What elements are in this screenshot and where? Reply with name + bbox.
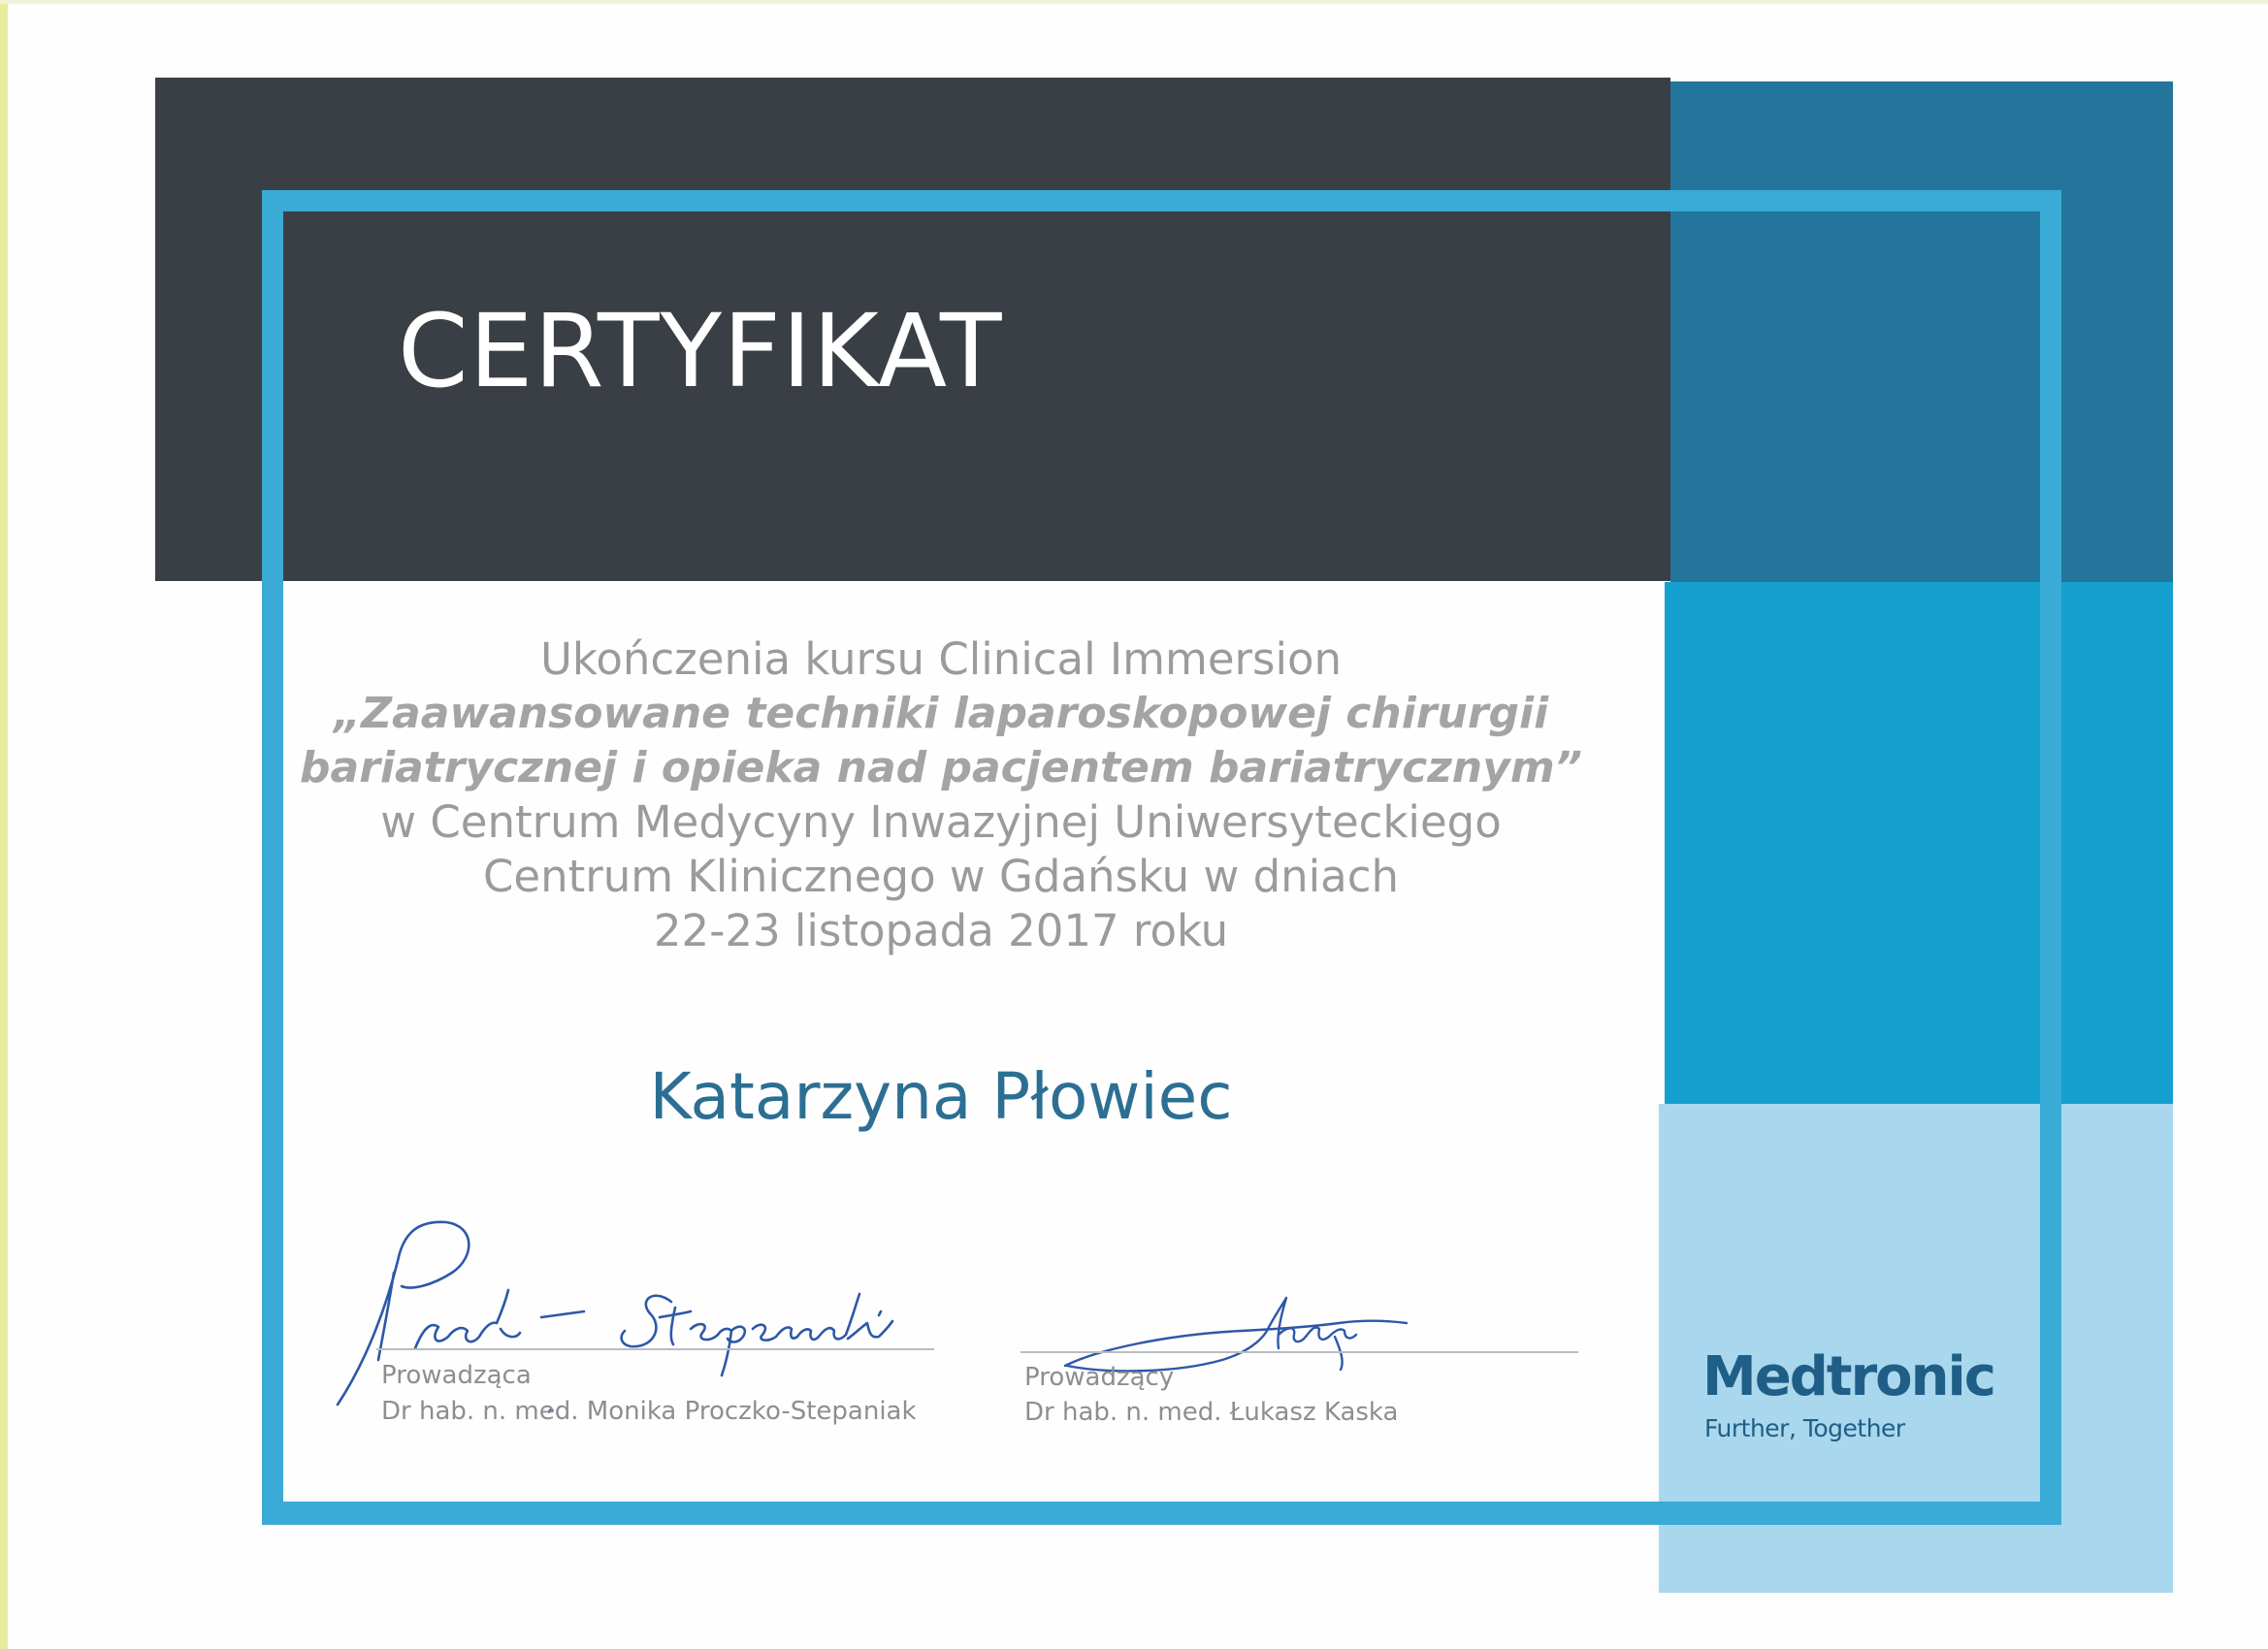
certificate-body — [262, 632, 1620, 958]
signatory-role-left: Prowadząca — [381, 1361, 532, 1390]
signatory-role-right: Prowadzący — [1024, 1363, 1175, 1392]
body-line: Ukończenia kursu Clinical Immersion — [539, 633, 1343, 685]
signature-stroke — [1335, 1337, 1343, 1370]
brand-tagline: Further, Together — [1704, 1414, 1905, 1442]
course-title-line: bariatrycznej i opieka nad pacjentem bariatrycznym” — [300, 743, 1582, 792]
recipient-name: Katarzyna Płowiec — [649, 1059, 1233, 1134]
signatory-name-left: Dr hab. n. med. Monika Proczko-Stepaniak — [381, 1397, 917, 1426]
scan-edge-top — [0, 0, 2268, 4]
brand-name: Medtronic — [1702, 1345, 1994, 1408]
signature-stroke — [1067, 1298, 1356, 1371]
signature-stroke — [622, 1294, 892, 1375]
signature-stroke — [541, 1311, 584, 1317]
certificate-title: CERTYFIKAT — [398, 292, 1003, 410]
signature-line-left — [376, 1348, 934, 1350]
date-line: 22-23 listopada 2017 roku — [653, 905, 1229, 956]
body-line: w Centrum Medycyny Inwazyjnej Uniwersyteckiego — [380, 796, 1502, 848]
signature-left — [330, 1193, 951, 1426]
body-line: Centrum Klinicznego w Gdańsku w dniach — [482, 851, 1400, 902]
signatory-name-right: Dr hab. n. med. Łukasz Kaska — [1024, 1398, 1399, 1427]
signature-line-right — [1021, 1351, 1578, 1353]
medtronic-logo — [1702, 1345, 1994, 1442]
signature-stroke — [1065, 1321, 1407, 1366]
course-title-line: „Zaawansowane techniki laparoskopowej chirurgii — [333, 689, 1549, 738]
scan-edge — [0, 0, 8, 1649]
signature-stroke — [415, 1290, 520, 1348]
